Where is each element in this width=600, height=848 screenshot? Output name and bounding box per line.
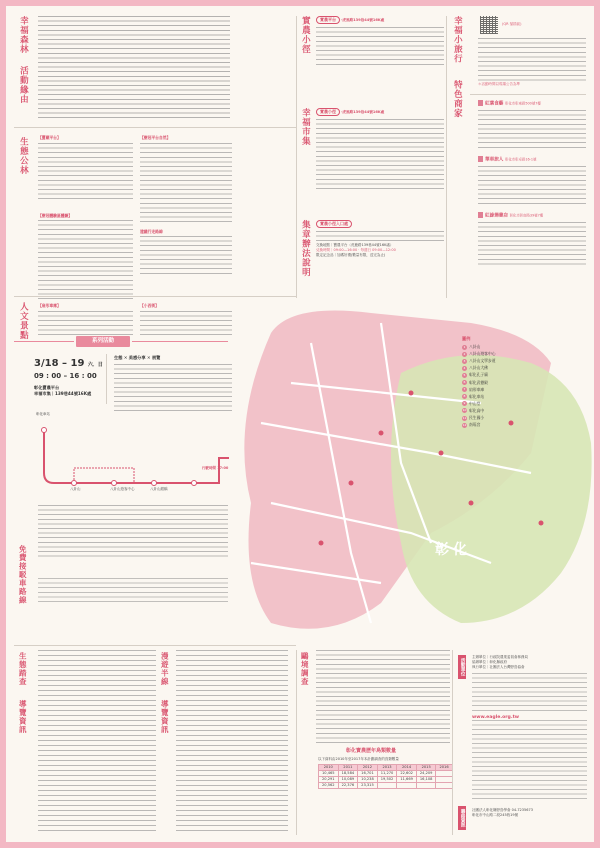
shuttle-stop-3: 八卦山遊客中心 — [110, 487, 135, 491]
shop-huache-text — [478, 166, 586, 206]
divider — [296, 650, 297, 835]
wander-info-title: 導覽資訊 — [160, 700, 170, 734]
shop-hongye-text — [478, 110, 586, 150]
divider — [106, 354, 107, 404]
eco-forest-text-right: 【樹冠平台自然】 建議行走路線 — [140, 135, 232, 295]
eco-tour-title: 生態踏查 — [18, 652, 28, 686]
series-date: 3/18 – 19 六．日 — [34, 358, 103, 369]
intro-paragraph — [38, 16, 230, 121]
travel-title: 幸福小旅行 — [452, 16, 463, 64]
culture-title: 人文景點 — [18, 302, 29, 340]
series-time: 09 : 00 – 16 : 00 — [34, 372, 97, 380]
legend-item: 3 八卦山文學步道 — [463, 358, 496, 364]
shop-bookstore[interactable]: 紅綠揚書店 彰化市彰南路39號7樓 — [478, 212, 543, 220]
culture-text-left: 【扇形車庫】 — [38, 303, 133, 333]
divider — [14, 127, 296, 128]
activity-origin-title: 活動緣由 — [18, 66, 29, 104]
series-title: 系列活動 — [76, 336, 130, 347]
shuttle-time-note: 行駛時間 17:00 — [202, 466, 229, 470]
series-rule-right — [132, 341, 228, 342]
divider — [14, 296, 296, 297]
organizers-long-text — [472, 720, 587, 800]
legend-item: 7 扇形車庫 — [463, 386, 485, 392]
wander-title: 漫遊半線 — [160, 652, 170, 686]
market-pill-2: 實農小徑 — [316, 108, 340, 116]
legend-item: 2 八卦山遊客中心 — [463, 351, 496, 357]
survey-title: 鷗境調查 — [300, 652, 310, 686]
divider — [470, 94, 586, 95]
map-city-label: 彰化 — [435, 542, 471, 558]
stamp-title: 集章辦法說明 — [300, 220, 311, 277]
series-rule-left — [14, 341, 74, 342]
qr-code[interactable] — [480, 16, 498, 34]
market-path: 實農小徑 ‧虎風路139巷44號16K處 — [316, 108, 444, 189]
series-detail: 生態 ✕ 美感分享 ✕ 展覽 — [114, 355, 232, 413]
divider — [296, 16, 297, 298]
divider — [14, 645, 296, 646]
culture-text-right: 【小西街】 — [140, 303, 232, 333]
map-legend: 圖例 1 八卦山 2 八卦山遊客中心 3 八卦山文學步道 4 八卦山大佛 5 彰化孔子廟 6 彰化武德殿 7 扇形車庫 8 彰化車站 9 中山堂 10 彰化高中 11 民生國小 12 南瑤宮 — [462, 336, 572, 429]
stamp-info: 實農小徑入口處 交換地點｜寶農平台（虎鹿路139巷44號16K處） 兌換時間｜09:00—16:00 ‧ 每週日 09:00—12:00 限定記念品｜加碼好禮(數量有限，送完為止) — [316, 220, 444, 258]
travel-text: ＊活動時間以現場公告為準 — [478, 38, 586, 86]
legend-item: 10 彰化高中 — [462, 407, 485, 413]
shuttle-note-box — [38, 578, 228, 608]
legend-item: 12 南瑤宮 — [462, 422, 481, 428]
shuttle-stop-2: 八卦山 — [70, 487, 81, 491]
legend-item: 4 八卦山大佛 — [463, 365, 488, 371]
wander-text — [176, 650, 288, 835]
market-pill-1: 實農平台 — [316, 16, 340, 24]
survey-text — [316, 650, 450, 745]
eco-forest-title: 生態公林 — [18, 137, 29, 175]
survey-table-caption: 以下資料由2010年至2017年本計劃調查的鳥類數量 — [318, 757, 399, 761]
eco-tour-text — [38, 650, 156, 835]
shop-huache[interactable]: 華車旅人 彰化市彰卓路16-1號 — [478, 156, 536, 164]
series-venue: 彰化寶農平台 幸福市集｜139巷44號16K處 — [34, 385, 92, 397]
qr-label: (QR 掃描區) — [502, 22, 522, 26]
legend-item: 11 民生國小 — [462, 415, 485, 421]
legend-item: 9 中山堂 — [463, 400, 481, 406]
organizers-site[interactable]: www.eagle.org.tw — [472, 715, 520, 721]
travel-shops-title: 特色商家 — [452, 80, 463, 118]
shuttle-stop-1: 彰化車站 — [36, 412, 50, 416]
organizers-text: 主辦單位｜行政院農業委員會林務局 協辦單位｜彰化縣政府 執行單位｜社團法人台灣野鳥協會 www.eagle.org.tw — [472, 655, 587, 722]
eco-forest-text-left: 【寶藏平台】 【樹冠體驗區體驗】 — [38, 135, 133, 300]
legend-item: 1 八卦山 — [463, 344, 481, 350]
forest-activity-title: 幸福森林 — [18, 16, 29, 54]
free-shuttle-title: 免費接駁車路線 — [18, 545, 28, 605]
survey-table: 2010 2011 2012 2013 2014 2015 2016 10,465 18,584 16,701 11,270 22,602 24,209 20,291 10,089 10,238 19,502 11,669 16,108 20,562 22,376 23,315 — [318, 764, 453, 789]
divider — [446, 16, 447, 298]
shop-hongye[interactable]: 紅葉食藝 彰化市彰東路500號7樓 — [478, 100, 541, 108]
shuttle-stop-4: 八卦山銀橋 — [150, 487, 168, 491]
market-pill-3: 實農小徑入口處 — [316, 220, 352, 228]
contact-text: 社團法人彰化縣野鳥學會 04-7235673 彰化市中山路二段245巷19號 — [472, 808, 533, 818]
market-intro-title: 實農小徑 — [300, 16, 311, 54]
contact-badge: 聯絡資訊 — [458, 806, 466, 830]
legend-item: 6 彰化武德殿 — [463, 379, 488, 385]
market-city-title: 幸福市集 — [300, 108, 311, 146]
survey-table-title: 彰化寶農歷年鳥類數量 — [346, 748, 397, 754]
organizers-badge: 活動單位 — [458, 655, 466, 679]
market-platform: 實農平台 ‧虎風路139巷44號16K處 — [316, 16, 444, 67]
eco-tour-info-title: 導覽資訊 — [18, 700, 28, 734]
shuttle-text — [38, 505, 228, 557]
divider — [452, 650, 453, 835]
shop-bookstore-text — [478, 222, 586, 268]
legend-item: 5 彰化孔子廟 — [463, 372, 488, 378]
legend-item: 8 彰化車站 — [463, 393, 485, 399]
